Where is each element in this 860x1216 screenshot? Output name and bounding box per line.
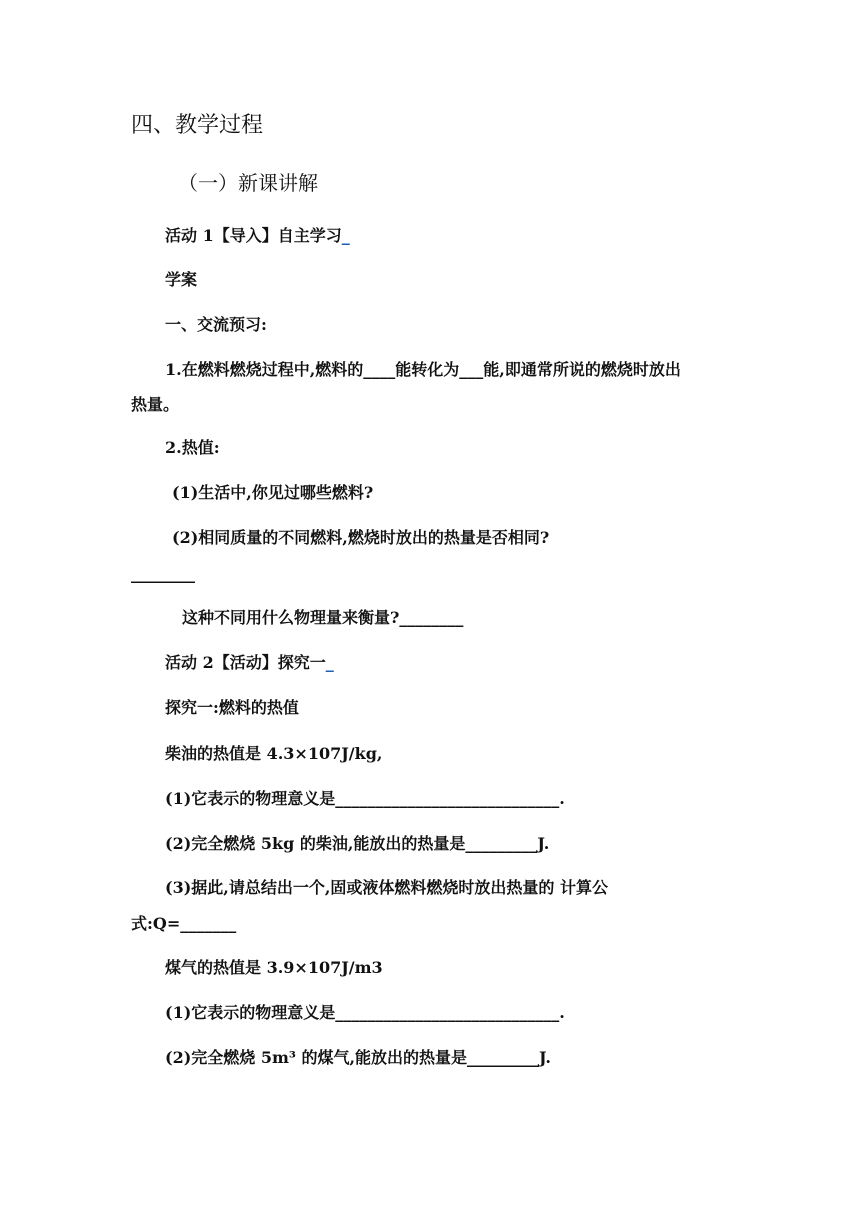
gas-heat-value: 煤气的热值是 3.9×107J/m3 [165, 958, 383, 977]
gas-question2: (2)完全燃烧 5m³ 的煤气,能放出的热量是_________J. [165, 1048, 551, 1067]
preview-title: 一、交流预习: [165, 315, 267, 334]
activity2-title [165, 653, 334, 673]
activity2-title-blank: _ [325, 653, 334, 672]
diesel-question3-line2: 式:Q=_______ [131, 914, 237, 933]
explore1-title: 探究一:燃料的热值 [165, 698, 299, 717]
question2-item2-blank: ________ [131, 564, 195, 583]
question2-item1: (1)生活中,你见过哪些燃料? [172, 483, 374, 502]
diesel-question1: (1)它表示的物理意义是____________________________. [165, 789, 565, 808]
xuean-label: 学案 [165, 270, 198, 289]
question2-item3: 这种不同用什么物理量来衡量?________ [182, 608, 464, 627]
diesel-question3-line1: (3)据此,请总结出一个,固或液体燃料燃烧时放出热量的 计算公 [165, 878, 608, 897]
activity1-title [165, 226, 350, 246]
question2-title: 2.热值: [165, 438, 220, 457]
activity1-title-text: 活动 1【导入】自主学习 [165, 226, 342, 245]
section-subheading: （一）新课讲解 [178, 171, 318, 195]
gas-question1: (1)它表示的物理意义是____________________________. [165, 1003, 565, 1022]
diesel-question2: (2)完全燃烧 5kg 的柴油,能放出的热量是_________J. [165, 834, 550, 853]
activity1-title-blank: _ [341, 226, 350, 245]
question1-line1: 1.在燃料燃烧过程中,燃料的____能转化为___能,即通常所说的燃烧时放出 [165, 360, 681, 379]
question2-item2: (2)相同质量的不同燃料,燃烧时放出的热量是否相同? [172, 528, 550, 547]
question1-line2: 热量。 [131, 395, 180, 414]
activity2-title-text: 活动 2【活动】探究一 [165, 653, 326, 672]
section-heading: 四、教学过程 [131, 113, 264, 138]
diesel-heat-value: 柴油的热值是 4.3×107J/kg, [165, 744, 383, 763]
